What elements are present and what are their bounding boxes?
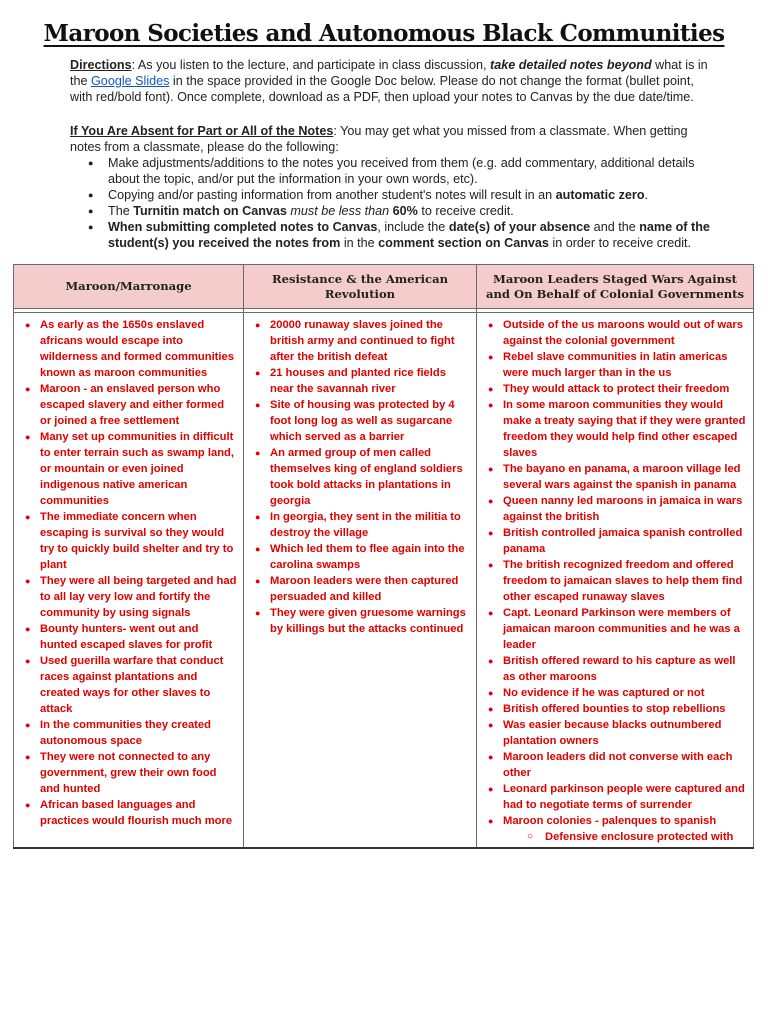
absent-bullet-4-text-1: , include the (377, 220, 449, 234)
list-item: ● Maroon leaders did not converse with each other (503, 749, 747, 781)
absent-intro-text: : You may get what you missed from a classmate. When getting notes from a classmate, please do the following: (70, 124, 688, 154)
list-item: ● 20000 runaway slaves joined the british army and continued to fight after the british defeat (270, 317, 470, 365)
list-item: ● In georgia, they sent in the militia to destroy the village (270, 509, 470, 541)
list-item: ● British offered reward to his capture as well as other maroons (503, 653, 747, 685)
comment-section-text: comment section on Canvas (378, 236, 549, 250)
document-title-text: Maroon Societies and Autonomous Black Communities (43, 20, 725, 47)
list-item: ● Outside of the us maroons would out of wars against the colonial government (503, 317, 747, 349)
list-item: ● The immediate concern when escaping is survival so they would try to quickly build shelter and try to plant (40, 509, 237, 573)
list-item: ● Which led them to flee again into the carolina swamps (270, 541, 470, 573)
list-item: ● Capt. Leonard Parkinson were members of jamaican maroon communities and he was a leader (503, 605, 747, 653)
list-item: ● An armed group of men called themselves king of england soldiers took bold attacks in plantations in georgia (270, 445, 470, 509)
absent-section (70, 123, 710, 251)
google-slides-link[interactable]: Google Slides (91, 74, 170, 88)
directions-text-2: what is in the (70, 58, 708, 88)
header-maroon-marronage: Maroon/Marronage (14, 265, 244, 309)
notes-column-maroon[interactable] (14, 313, 244, 849)
list-item: ● Maroon - an enslaved person who escaped slavery and either formed or joined a free settlement (40, 381, 237, 429)
directions-text-3: in the space provided in the Google Doc below. Please do not change the format (bullet point, with red/bold font). Once complete, download as a PDF, then upload your notes to Canvas by the due date/time. (70, 74, 694, 104)
resistance-notes-list (250, 317, 470, 637)
list-item: ● In the communities they created autonomous space (40, 717, 237, 749)
list-item: ● Many set up communities in difficult to enter terrain such as swamp land, or mountain or even joined indigenous native american communities (40, 429, 237, 509)
must-be-less-text: must be less than (290, 204, 390, 218)
absent-bullet-3 (108, 203, 710, 219)
directions-paragraph (70, 57, 710, 105)
list-item: ● In some maroon communities they would make a treaty saying that if they were granted freedom they would help find other escaped slaves (503, 397, 747, 461)
absent-label: If You Are Absent for Part or All of the Notes (70, 124, 334, 138)
submitting-text: When submitting completed notes to Canvas (108, 220, 378, 234)
document-title (0, 20, 768, 47)
absent-bullet-3-end: to receive credit. (417, 204, 514, 218)
leaders-notes-list (483, 317, 747, 845)
list-item: ● They were all being targeted and had to all lay very low and fortify the community by using signals (40, 573, 237, 621)
list-item: ● No evidence if he was captured or not (503, 685, 747, 701)
percent-text: 60% (392, 204, 418, 218)
list-item: ● They were given gruesome warnings by killings but the attacks continued (270, 605, 470, 637)
maroon-notes-list (20, 317, 237, 829)
list-item: ● African based languages and practices would flourish much more (40, 797, 237, 829)
list-item: ● British controlled jamaica spanish controlled panama (503, 525, 747, 557)
student-name-text: name of the student(s) you received the notes from (108, 220, 710, 250)
directions-text-1: : As you listen to the lecture, and participate in class discussion, (131, 58, 491, 72)
notes-column-resistance[interactable] (244, 313, 477, 849)
absent-bullet-2-text: Copying and/or pasting information from another student's notes will result in an (108, 188, 556, 202)
list-item: ● The british recognized freedom and offered freedom to jamaican slaves to help them find other escaped runaway slaves (503, 557, 747, 605)
absent-bullet-1-text: Make adjustments/additions to the notes you received from them (e.g. add commentary, additional details about the topic, and/or put the information in your own words, etc). (108, 156, 695, 186)
absent-bullet-2-end: . (644, 188, 649, 202)
list-item: ● They were not connected to any government, grew their own food and hunted (40, 749, 237, 797)
list-item: ● As early as the 1650s enslaved africans would escape into wilderness and formed communities known as maroon communities (40, 317, 237, 381)
absent-bullet-2 (108, 187, 710, 203)
table-header-row (14, 265, 754, 309)
list-item: ● Used guerilla warfare that conduct races against plantations and created ways for other slaves to attack (40, 653, 237, 717)
table-notes-row (14, 313, 754, 849)
directions-label: Directions (70, 58, 132, 72)
absent-bullet-4 (108, 219, 710, 251)
list-item: ● Rebel slave communities in latin americas were much larger than in the us (503, 349, 747, 381)
list-item: ● Maroon colonies - palenques to spanish (503, 813, 747, 829)
absent-bullet-3-the: The (108, 204, 134, 218)
absent-bullet-4-text-4: in order to receive credit. (548, 236, 691, 250)
absent-intro (70, 123, 710, 155)
list-subitem: ○ Defensive enclosure protected with (545, 829, 747, 845)
list-item: ● The bayano en panama, a maroon village led several wars against the spanish in panama (503, 461, 747, 493)
absent-instructions-list (70, 155, 710, 251)
list-item: ● Queen nanny led maroons in jamaica in wars against the british (503, 493, 747, 525)
list-item: ● Site of housing was protected by 4 foot long log as well as sugarcane which served as a barrier (270, 397, 470, 445)
list-item: ● Was easier because blacks outnumbered plantation owners (503, 717, 747, 749)
header-resistance-revolution: Resistance & the American Revolution (244, 265, 477, 309)
absent-bullet-4-text-3: in the (340, 236, 379, 250)
absence-date-text: date(s) of your absence (448, 220, 591, 234)
directions-emphasis: take detailed notes beyond (490, 58, 652, 72)
notes-column-leaders[interactable] (477, 313, 754, 849)
absent-bullet-4-text-2: and the (590, 220, 640, 234)
header-maroon-leaders: Maroon Leaders Staged Wars Against and On Behalf of Colonial Governments (477, 265, 754, 309)
list-item: ● British offered bounties to stop rebellions (503, 701, 747, 717)
list-item: ● Leonard parkinson people were captured and had to negotiate terms of surrender (503, 781, 747, 813)
notes-table (13, 264, 754, 849)
list-item: ● 21 houses and planted rice fields near the savannah river (270, 365, 470, 397)
list-item: ● They would attack to protect their freedom (503, 381, 747, 397)
list-item: ● Maroon leaders were then captured persuaded and killed (270, 573, 470, 605)
absent-bullet-1 (108, 155, 710, 187)
list-item: ● Bounty hunters- went out and hunted escaped slaves for profit (40, 621, 237, 653)
turnitin-text: Turnitin match on Canvas (133, 204, 287, 218)
automatic-zero-text: automatic zero (555, 188, 645, 202)
